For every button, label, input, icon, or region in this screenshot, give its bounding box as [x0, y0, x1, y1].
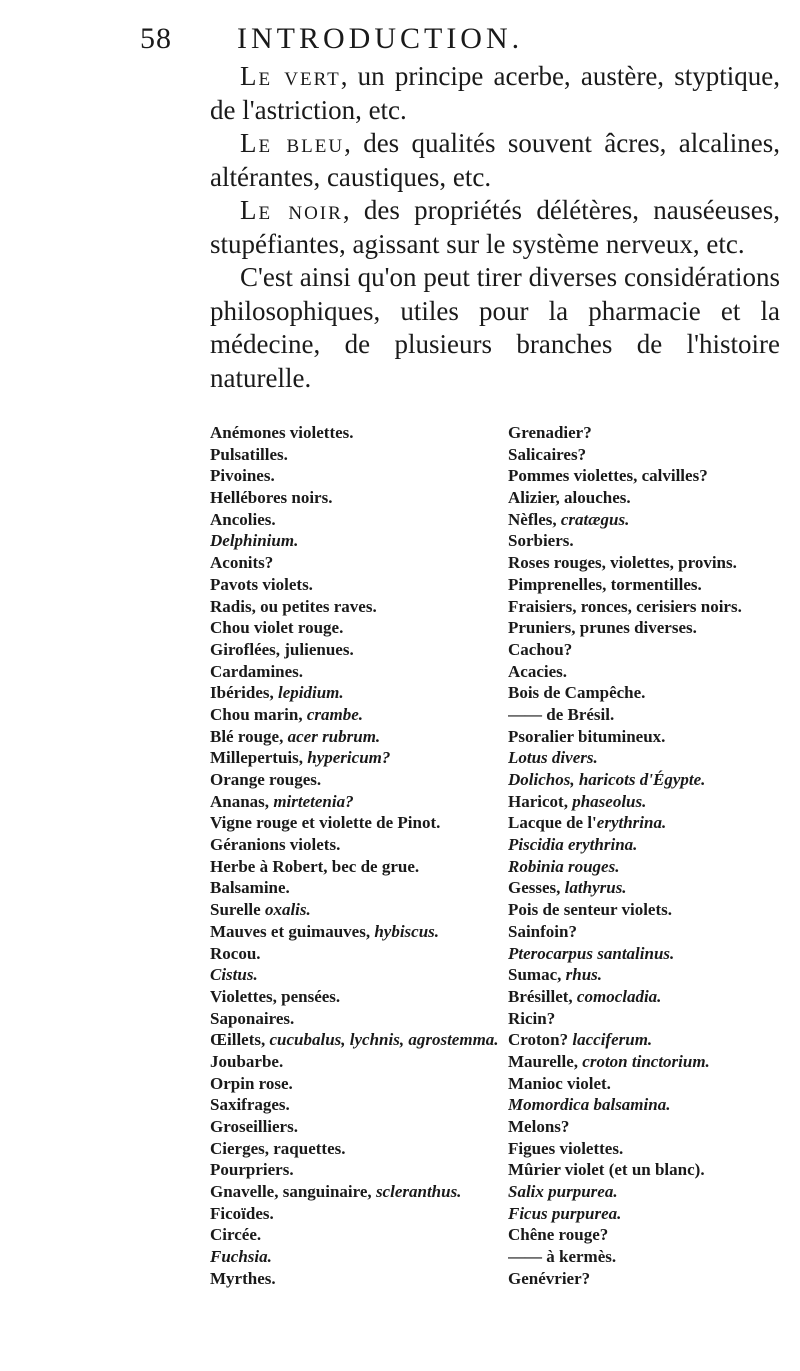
- list-item-text: Hellébores noirs.: [210, 488, 333, 508]
- list-item: [210, 661, 502, 683]
- list-item-latin: lathyrus.: [564, 878, 627, 898]
- paragraph-lead: Le vert: [240, 61, 341, 91]
- list-item: [210, 1159, 502, 1181]
- right-plant-list: [508, 422, 798, 1290]
- list-item: [508, 617, 798, 639]
- list-item-text: Radis, ou petites raves.: [210, 596, 377, 616]
- list-item: [210, 487, 502, 509]
- list-item-latin: acer rubrum.: [287, 726, 381, 746]
- list-item: [508, 812, 798, 834]
- list-item-text: Giroflées, julienues.: [210, 639, 354, 659]
- list-item-text: Ibérides,: [210, 683, 278, 703]
- list-item: [210, 899, 502, 921]
- list-item: [508, 661, 798, 683]
- list-item-text: Pimprenelles, tormentilles.: [508, 574, 702, 594]
- list-item-text: Balsamine.: [210, 878, 290, 898]
- list-item: [508, 574, 798, 596]
- list-item: [210, 509, 502, 531]
- list-item: [508, 1094, 798, 1116]
- list-item: [508, 682, 798, 704]
- list-item-text: Brésillet,: [508, 986, 577, 1006]
- paragraph-bleu: [210, 127, 780, 194]
- list-item-text: Alizier, alouches.: [508, 488, 631, 508]
- list-item: [508, 596, 798, 618]
- paragraph-text: , des propriétés délétères, nauséeuses, stupéfiantes, agissant sur le système nerveux, etc.: [210, 195, 780, 259]
- paragraph-noir: [210, 194, 780, 261]
- list-item: [210, 1029, 502, 1051]
- list-item-text: Vigne rouge et violette de Pinot.: [210, 813, 441, 833]
- list-item-text: Haricot,: [508, 791, 573, 811]
- list-item: [508, 747, 798, 769]
- list-item-latin: Dolichos, haricots d'Égypte.: [508, 770, 706, 789]
- list-item-latin: mirtetenia?: [273, 791, 354, 811]
- list-item-text: Cachou?: [508, 639, 573, 659]
- list-item-text: Pommes violettes, calvilles?: [508, 466, 708, 486]
- list-item: [210, 596, 502, 618]
- list-item: [210, 1116, 502, 1138]
- list-item-text: Croton?: [508, 1030, 573, 1050]
- list-item-text: Pivoines.: [210, 466, 275, 486]
- list-item: [508, 444, 798, 466]
- list-item-text: Sumac,: [508, 965, 566, 985]
- list-item: [210, 1051, 502, 1073]
- list-item: [508, 1116, 798, 1138]
- list-item: [210, 726, 502, 748]
- list-item-text: Violettes, pensées.: [210, 986, 341, 1006]
- list-item-text: Pruniers, prunes diverses.: [508, 618, 697, 638]
- list-item-latin: croton tinctorium.: [582, 1051, 710, 1071]
- list-item: [210, 877, 502, 899]
- list-item-latin: Lotus divers.: [508, 748, 598, 768]
- list-item-text: Genévrier?: [508, 1268, 591, 1288]
- paragraph-lead: Le bleu: [240, 128, 345, 158]
- list-item-text: Manioc violet.: [508, 1073, 611, 1093]
- list-item-latin: cratægus.: [560, 509, 630, 529]
- list-item-latin: comocladia.: [576, 986, 662, 1006]
- list-item-text: Ficoïdes.: [210, 1203, 274, 1223]
- list-item-text: Joubarbe.: [210, 1051, 284, 1071]
- list-item: [210, 921, 502, 943]
- list-item-latin: lacciferum.: [572, 1030, 653, 1050]
- paragraph-conclusion: [210, 261, 780, 395]
- list-item-text: Ricin?: [508, 1008, 556, 1028]
- paragraph-text: C'est ainsi qu'on peut tirer diverses considérations philosophiques, utiles pour la pharmacie et la médecine, de plusieurs branches de l'histoire naturelle.: [210, 262, 780, 393]
- list-item: [508, 943, 798, 965]
- list-item-latin: Salix purpurea.: [508, 1182, 618, 1202]
- paragraph-vert: [210, 60, 780, 127]
- list-item: [508, 1138, 798, 1160]
- list-item-text: Pourpriers.: [210, 1160, 294, 1180]
- list-item-latin: Pterocarpus santalinus.: [508, 943, 675, 963]
- list-item-text: Orange rouges.: [210, 770, 322, 789]
- list-item-latin: hybiscus.: [374, 921, 440, 941]
- list-item-latin: crambe.: [306, 704, 364, 724]
- body-text: [210, 60, 780, 395]
- page-number: 58: [140, 22, 172, 55]
- list-item: [508, 1203, 798, 1225]
- list-item-latin: Fuchsia.: [210, 1247, 272, 1267]
- list-item-text: Rocou.: [210, 943, 261, 963]
- list-item-text: Sorbiers.: [508, 531, 574, 551]
- list-item: [210, 682, 502, 704]
- paragraph-text: , un principe acerbe, austère, styptique, de l'astriction, etc.: [210, 61, 780, 125]
- list-item: [210, 964, 502, 986]
- list-item-text: Blé rouge,: [210, 726, 288, 746]
- list-item: [210, 834, 502, 856]
- list-item: [508, 856, 798, 878]
- list-item: [508, 964, 798, 986]
- list-item: [210, 1246, 502, 1268]
- list-item-latin: erythrina.: [596, 813, 667, 833]
- list-item: [508, 465, 798, 487]
- list-item-latin: Delphinium.: [210, 531, 299, 551]
- list-item: [210, 791, 502, 813]
- list-item: [508, 1268, 798, 1290]
- list-item: [508, 530, 798, 552]
- list-item-text: Myrthes.: [210, 1268, 276, 1288]
- list-item-text: Ananas,: [210, 791, 274, 811]
- list-item-text: Œillets,: [210, 1030, 270, 1050]
- list-item-text: Bois de Campêche.: [508, 683, 646, 703]
- list-item-text: —— de Brésil.: [508, 704, 615, 724]
- list-item-text: Gnavelle, sanguinaire,: [210, 1182, 376, 1202]
- list-item: [508, 899, 798, 921]
- list-item: [508, 1008, 798, 1030]
- list-item-text: Nèfles,: [508, 509, 561, 529]
- list-item: [210, 574, 502, 596]
- left-plant-list: [210, 422, 502, 1290]
- list-item: [210, 422, 502, 444]
- list-item: [508, 834, 798, 856]
- list-item-text: Anémones violettes.: [210, 423, 354, 442]
- list-item: [508, 1159, 798, 1181]
- list-item-text: Fraisiers, ronces, cerisiers noirs.: [508, 596, 742, 616]
- list-item-text: Mûrier violet (et un blanc).: [508, 1160, 705, 1180]
- list-item: [508, 639, 798, 661]
- list-item-text: Surelle: [210, 900, 265, 920]
- list-item-text: Ancolies.: [210, 509, 276, 529]
- list-item: [508, 487, 798, 509]
- list-item-text: Chou marin,: [210, 704, 307, 724]
- list-item-text: Saxifrages.: [210, 1095, 290, 1115]
- left-column: [210, 422, 502, 1290]
- list-item: [210, 704, 502, 726]
- list-item-text: Millepertuis,: [210, 748, 308, 768]
- paragraph-text: , des qualités souvent âcres, alcalines, altérantes, caustiques, etc.: [210, 128, 780, 192]
- list-item-text: Melons?: [508, 1117, 570, 1136]
- list-item: [210, 465, 502, 487]
- list-item-text: Acacies.: [508, 661, 568, 681]
- list-item-text: Groseilliers.: [210, 1117, 298, 1136]
- list-item-text: Circée.: [210, 1225, 262, 1245]
- list-item: [210, 812, 502, 834]
- list-item: [210, 1203, 502, 1225]
- list-item: [508, 791, 798, 813]
- list-item: [210, 1224, 502, 1246]
- running-title: INTRODUCTION.: [237, 22, 524, 55]
- list-item-latin: Cistus.: [210, 965, 258, 985]
- list-item: [508, 422, 798, 444]
- list-item: [210, 1268, 502, 1290]
- list-item: [210, 1094, 502, 1116]
- list-item-text: Gesses,: [508, 878, 565, 898]
- list-item-latin: scleranthus.: [375, 1182, 462, 1202]
- list-item-latin: hypericum?: [307, 748, 391, 768]
- list-item: [210, 552, 502, 574]
- list-item: [210, 444, 502, 466]
- list-item: [508, 1181, 798, 1203]
- list-item-text: Psoralier bitumineux.: [508, 726, 666, 746]
- list-item: [508, 877, 798, 899]
- list-item: [508, 769, 798, 791]
- list-item: [210, 1073, 502, 1095]
- list-item-text: Figues violettes.: [508, 1138, 624, 1158]
- list-item-text: Pavots violets.: [210, 574, 313, 594]
- list-item: [210, 943, 502, 965]
- list-item-latin: oxalis.: [264, 900, 311, 920]
- list-item: [210, 986, 502, 1008]
- list-item-latin: Ficus purpurea.: [508, 1203, 622, 1223]
- list-item-text: Chêne rouge?: [508, 1225, 609, 1245]
- list-item: [210, 1138, 502, 1160]
- list-item-text: Mauves et guimauves,: [210, 921, 375, 941]
- right-column: [508, 422, 798, 1290]
- list-item: [508, 1051, 798, 1073]
- list-item-text: Cierges, raquettes.: [210, 1138, 346, 1158]
- list-item: [210, 1008, 502, 1030]
- list-item-text: Orpin rose.: [210, 1073, 293, 1093]
- list-item-text: Herbe à Robert, bec de grue.: [210, 856, 420, 876]
- list-item: [210, 617, 502, 639]
- list-item-text: Lacque de l': [508, 813, 597, 833]
- list-item-text: Aconits?: [210, 553, 274, 573]
- list-item-latin: rhus.: [565, 965, 603, 985]
- list-item: [508, 1073, 798, 1095]
- list-item: [210, 1181, 502, 1203]
- list-item: [508, 509, 798, 531]
- list-item-text: —— à kermès.: [508, 1247, 617, 1267]
- list-item: [210, 639, 502, 661]
- list-item: [210, 856, 502, 878]
- paragraph-lead: Le noir: [240, 195, 343, 225]
- list-item: [508, 921, 798, 943]
- list-item: [210, 530, 502, 552]
- list-item-text: Cardamines.: [210, 661, 304, 681]
- list-item-text: Sainfoin?: [508, 921, 577, 941]
- page-header: [140, 22, 780, 62]
- list-item-latin: lepidium.: [278, 683, 344, 703]
- list-item: [508, 986, 798, 1008]
- list-item-text: Grenadier?: [508, 423, 592, 442]
- list-item: [508, 704, 798, 726]
- list-item-latin: cucubalus, lychnis, agrostemma.: [269, 1030, 499, 1050]
- list-item-text: Salicaires?: [508, 444, 587, 464]
- list-item: [508, 726, 798, 748]
- list-item-latin: phaseolus.: [572, 791, 647, 811]
- list-item: [508, 1224, 798, 1246]
- list-item-text: Pois de senteur violets.: [508, 900, 673, 920]
- list-item: [508, 1029, 798, 1051]
- list-item-text: Roses rouges, violettes, provins.: [508, 553, 737, 573]
- list-item-text: Chou violet rouge.: [210, 618, 344, 638]
- list-item-text: Géranions violets.: [210, 835, 341, 855]
- list-item-text: Pulsatilles.: [210, 444, 288, 464]
- list-item-latin: Robinia rouges.: [508, 856, 620, 876]
- list-item-text: Maurelle,: [508, 1051, 583, 1071]
- list-item-text: Saponaires.: [210, 1008, 295, 1028]
- list-item: [508, 552, 798, 574]
- list-item: [508, 1246, 798, 1268]
- list-item: [210, 747, 502, 769]
- list-item-latin: Momordica balsamina.: [508, 1095, 671, 1115]
- list-item-latin: Piscidia erythrina.: [508, 835, 638, 855]
- list-item: [210, 769, 502, 791]
